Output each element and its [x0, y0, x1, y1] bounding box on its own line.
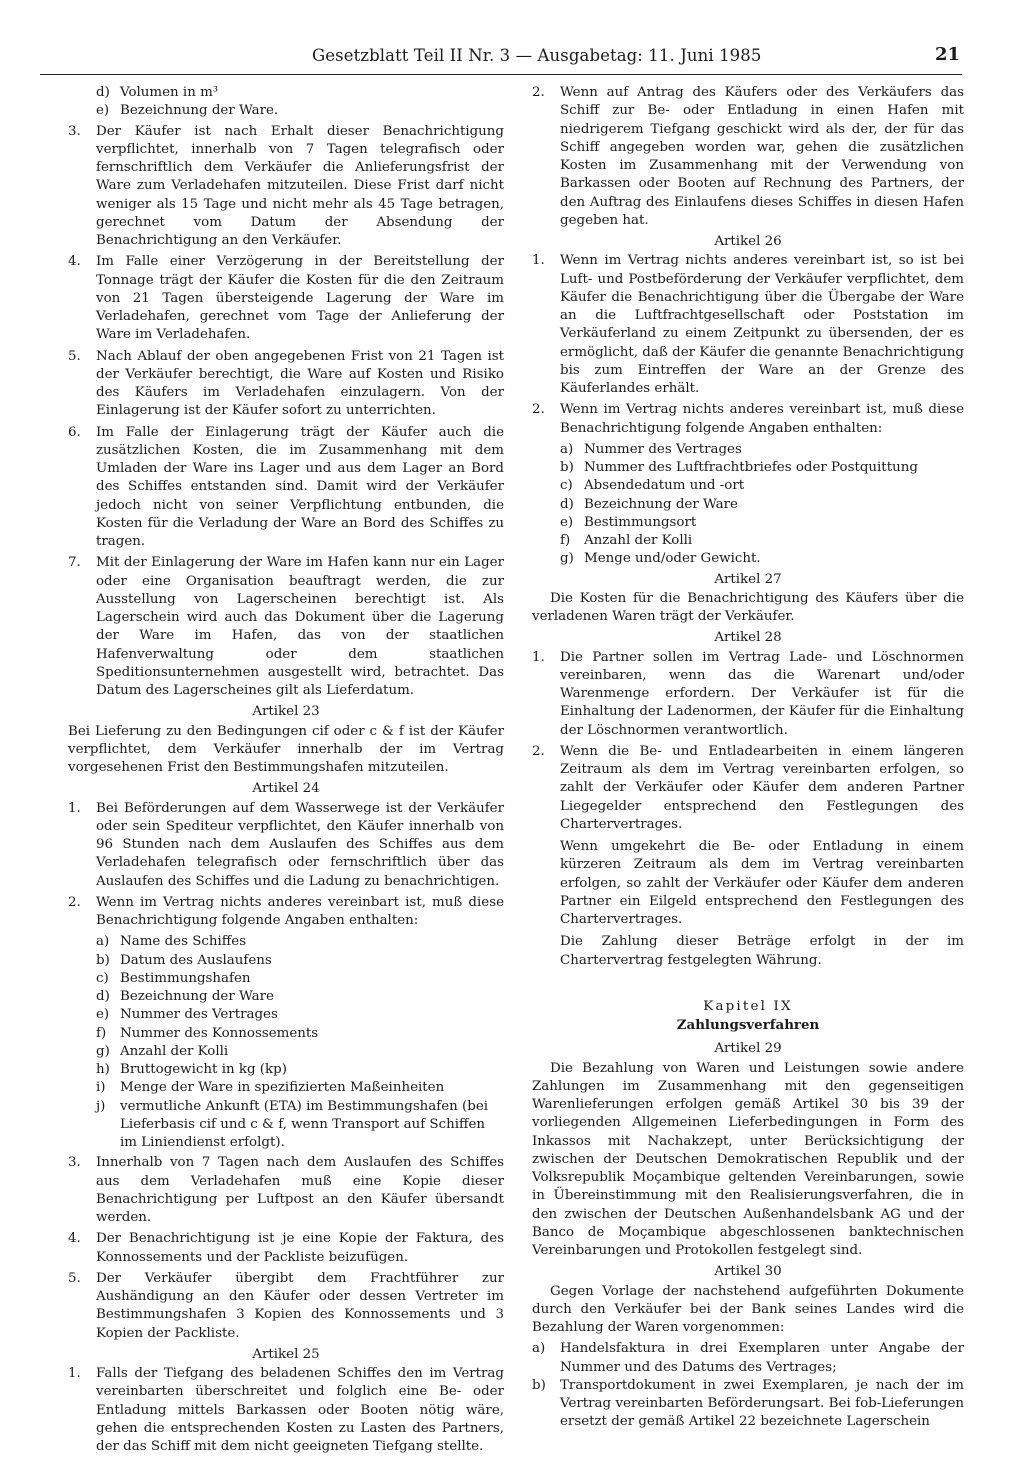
paragraph-number: 6. [68, 424, 81, 440]
list-item-text: Nummer des Vertrages [120, 1007, 278, 1023]
list-item-text: Bezeichnung der Ware. [120, 103, 279, 119]
list-item [96, 1025, 504, 1043]
paragraph-number: 3. [68, 1155, 81, 1171]
list-item-text: Nummer des Vertrages [584, 441, 742, 457]
art26-paragraph-2 [532, 401, 964, 438]
list-item-label: g) [560, 551, 574, 567]
list-item-label: h) [96, 1062, 110, 1077]
list-item [96, 1098, 504, 1153]
left-column [68, 84, 504, 1459]
list-item-text: Bezeichnung der Ware [120, 989, 274, 1004]
list-item-text: Bruttogewicht in kg (kp) [120, 1062, 287, 1077]
list-item [96, 970, 504, 988]
paragraph-text: Wenn im Vertrag nichts anderes vereinbart ist, muß diese Benachrichtigung folgende Angaben enthalten: [560, 402, 964, 436]
art24-paragraph-1 [68, 800, 504, 891]
list-item-label: a) [532, 1341, 546, 1357]
list-item-text: Anzahl der Kolli [120, 1043, 229, 1059]
art26-paragraph-1 [532, 252, 964, 398]
article-25-heading: Artikel 25 [252, 1346, 320, 1362]
page-header [40, 44, 962, 75]
list-item-label: d) [96, 85, 110, 100]
art22-paragraph-6 [68, 424, 504, 552]
paragraph-text: Wenn im Vertrag nichts anderes vereinbart ist, so ist bei Luft- und Postbeförderung der Verkäufer verpflichtet, dem Käufer die Benachrichtigung über die Übergabe der Ware an die Luftfrachtgesellschaft oder Poststation im Verkäuferland zu einem Zeitpunkt zu übersenden, der es ermöglicht, daß der Käufer die genannte Benachrichtigung bis zum Eintreffen der Ware an der Grenze des Käuferlandes erhält. [560, 253, 964, 396]
list-item-text: Datum des Auslaufens [120, 952, 272, 968]
header-title: Gesetzblatt Teil II Nr. 3 — Ausgabetag: 11. Juni 1985 [312, 46, 762, 65]
paragraph-text: Wenn die Be- und Entladearbeiten in einem längeren Zeitraum als dem im Vertrag vereinbarten erfolgen, so zahlt der Verkäufer oder Käufer dem anderen Partner Liegegelder entsprechend den Festlegungen des Chartervertrages. [560, 743, 964, 832]
art30-list [532, 1340, 964, 1431]
list-item-label: a) [560, 441, 574, 457]
list-item-label: d) [96, 989, 110, 1004]
paragraph-text: Der Benachrichtigung ist je eine Kopie der Faktura, des Konnossements und der Packliste beizufügen. [96, 1231, 504, 1265]
list-item [532, 1340, 964, 1377]
paragraph-text: Die Partner sollen im Vertrag Lade- und Löschnormen vereinbaren, wenn das die Warenart und/oder Warenmenge erfordern. Der Verkäufer ist für die Einhaltung der Ladenormen, der Käufer für die Einhaltung der Löschnormen verantwortlich. [560, 649, 964, 738]
paragraph-number: 1. [532, 253, 545, 269]
list-item-text: Absendedatum und -ort [584, 478, 745, 494]
chapter-heading: Kapitel IX [703, 998, 793, 1014]
list-item-label: d) [560, 496, 574, 512]
paragraph-number: 3. [68, 123, 81, 139]
art22-paragraph-5 [68, 348, 504, 421]
list-item [560, 532, 964, 550]
art22-list-d-e [96, 84, 504, 121]
art24-paragraph-3 [68, 1154, 504, 1227]
list-item-label: i) [96, 1080, 106, 1096]
list-item-text: Transportdokument in zwei Exemplaren, je nach der im Vertrag vereinbarten Beförderungsart. Bei fob-Lieferungen ersetzt der gemäß Artikel 22 bezeichnete Lagerschein [560, 1377, 964, 1430]
paragraph-number: 1. [68, 1366, 81, 1381]
list-item-text: Nummer des Konnossements [120, 1025, 319, 1041]
list-item [560, 550, 964, 568]
list-item [96, 102, 504, 120]
list-item-text: vermutliche Ankunft (ETA) im Bestimmungshafen (bei Lieferbasis cif und c & f, wenn Transport auf Schiffen im Liniendienst erfolgt). [120, 1098, 489, 1150]
list-item [96, 1061, 504, 1079]
list-item-label: e) [560, 514, 574, 530]
list-item-text: Bestimmungshafen [120, 970, 251, 986]
list-item [96, 1006, 504, 1024]
article-23-heading: Artikel 23 [252, 704, 320, 720]
list-item-text: Menge und/oder Gewicht. [584, 551, 761, 567]
art26-list [560, 441, 964, 569]
list-item-text: Bestimmungsort [584, 514, 697, 530]
list-item-label: e) [96, 1007, 110, 1023]
list-item [96, 952, 504, 970]
paragraph-text: Innerhalb von 7 Tagen nach dem Auslaufen des Schiffes aus dem Verladehafen muß eine Kopie dieser Benachrichtigung per Luftpost an den Käufer übersandt werden. [96, 1155, 504, 1225]
article-30-heading: Artikel 30 [714, 1264, 782, 1280]
article-28-heading: Artikel 28 [714, 630, 782, 646]
art24-paragraph-5 [68, 1270, 504, 1343]
art24-paragraph-4 [68, 1230, 504, 1267]
art24-paragraph-2 [68, 894, 504, 931]
list-item [560, 477, 964, 495]
article-30-text: Gegen Vorlage der nachstehend aufgeführten Dokumente durch den Verkäufer bei der Bank seines Landes wird die Bezahlung der Waren vorgenommen: [532, 1283, 964, 1335]
art22-paragraph-7 [68, 554, 504, 700]
paragraph-text: Im Falle einer Verzögerung in der Bereitstellung der Tonnage trägt der Käufer die Kosten für die den Zeitraum von 21 Tagen übersteigende Lagerung der Ware im Verladehafen, gerechnet vom Tage der Anlieferung der Ware im Verladehafen. [96, 254, 504, 343]
paragraph-text: Im Falle der Einlagerung trägt der Käufer auch die zusätzlichen Kosten, die im Zusammenhang mit dem Umladen der Ware ins Lager und aus dem Lager an Bord des Schiffes entstanden sind. Damit wird der Verkäufer jedoch nicht von seiner Verpflichtung entbunden, die Kosten für die Verladung der Ware an Bord des Schiffes zu tragen. [96, 424, 504, 549]
list-item-label: b) [532, 1377, 546, 1393]
article-29-text: Die Bezahlung von Waren und Leistungen sowie andere Zahlungen im Zusammenhang mit den gegenseitigen Warenlieferungen erfolgen gemäß Artikel 30 bis 39 der vorliegenden Allgemeinen Lieferbedingungen in Form des Inkassos mit Nachakzept, unter Berücksichtigung der zwischen der Deutschen Demokratischen Republik und der Volksrepublik Moçambique geltenden Vereinbarungen, sowie in Übereinstimmung mit den Realisierungsverfahren, die in den zwischen der Deutschen Außenhandelsbank AG und der Banco de Moçambique abgeschlossenen banktechnischen Vereinbarungen und Protokollen festgelegt sind. [532, 1060, 964, 1258]
list-item-text: Bezeichnung der Ware [584, 496, 738, 512]
article-26-heading: Artikel 26 [714, 234, 782, 249]
paragraph-text: Wenn im Vertrag nichts anderes vereinbart ist, muß diese Benachrichtigung folgende Angaben enthalten: [96, 894, 504, 928]
paragraph-number: 5. [68, 348, 81, 364]
paragraph-number: 2. [68, 894, 81, 910]
list-item-label: j) [96, 1098, 106, 1114]
art28-paragraph-2 [532, 743, 964, 834]
list-item-label: a) [96, 934, 110, 950]
list-item [96, 1079, 504, 1097]
art28-paragraph-2-payment: Die Zahlung dieser Beträge erfolgt in der im Chartervertrag festgelegten Währung. [560, 934, 964, 968]
chapter-subtitle: Zahlungsverfahren [676, 1017, 820, 1033]
list-item [532, 1377, 964, 1432]
paragraph-number: 5. [68, 1270, 81, 1286]
list-item-text: Menge der Ware in spezifizierten Maßeinheiten [120, 1080, 445, 1096]
paragraph-number: 2. [532, 402, 545, 418]
paragraph-number: 1. [532, 649, 545, 665]
list-item [560, 496, 964, 514]
paragraph-text: Mit der Einlagerung der Ware im Hafen kann nur ein Lager oder eine Organisation beauftragt werden, die zur Ausstellung von Lagerscheinen berechtigt ist. Als Lagerschein wird auch das Dokument über die Lagerung der Ware im Hafen, das von der staatlichen Hafenverwaltung oder dem staatlichen Speditionsunternehmen ausgestellt wird, betrachtet. Das Datum des Lagerscheines gilt als Lieferdatum. [96, 555, 504, 698]
art22-paragraph-3 [68, 123, 504, 251]
list-item [96, 988, 504, 1006]
list-item-text: Nummer des Luftfrachtbriefes oder Postquittung [584, 460, 918, 475]
page-number: 21 [934, 44, 960, 65]
paragraph-number: 7. [68, 555, 81, 571]
list-item-label: e) [96, 103, 110, 119]
paragraph-number: 4. [68, 254, 81, 270]
article-24-heading: Artikel 24 [252, 781, 320, 797]
list-item-label: b) [96, 952, 110, 968]
right-column [532, 84, 964, 1432]
list-item [560, 441, 964, 459]
list-item [96, 84, 504, 102]
article-27-heading: Artikel 27 [714, 571, 782, 587]
article-29-heading: Artikel 29 [714, 1041, 782, 1057]
list-item-label: g) [96, 1043, 110, 1059]
list-item [96, 933, 504, 951]
list-item-label: c) [96, 970, 109, 986]
list-item-label: f) [560, 533, 571, 548]
list-item-text: Anzahl der Kolli [584, 533, 693, 548]
list-item-text: Volumen in m³ [120, 85, 219, 100]
art24-list [96, 933, 504, 1152]
art28-paragraph-1 [532, 649, 964, 740]
paragraph-number: 2. [532, 743, 545, 759]
paragraph-number: 2. [532, 85, 545, 100]
list-item-label: b) [560, 460, 574, 475]
list-item [560, 459, 964, 477]
paragraph-number: 4. [68, 1231, 81, 1247]
list-item-text: Name des Schiffes [120, 934, 247, 950]
article-23-text: Bei Lieferung zu den Bedingungen cif oder c & f ist der Käufer verpflichtet, dem Verkäufer innerhalb der im Vertrag vorgesehenen Frist den Bestimmungshafen mitzuteilen. [68, 723, 504, 775]
list-item-text: Handelsfaktura in drei Exemplaren unter Angabe der Nummer und des Datums des Vertrages; [560, 1341, 964, 1375]
paragraph-text: Der Käufer ist nach Erhalt dieser Benachrichtigung verpflichtet, innerhalb von 7 Tagen telegrafisch oder fernschriftlich dem Verkäufer die Anlieferungsfrist der Ware zum Verladehafen mitzuteilen. Diese Frist darf nicht weniger als 15 Tage und nicht mehr als 45 Tage betragen, gerechnet vom Datum der Absendung der Benachrichtigung an den Verkäufer. [96, 123, 504, 248]
article-27-text: Die Kosten für die Benachrichtigung des Käufers über die verladenen Waren trägt der Verkäufer. [532, 590, 964, 624]
list-item-label: f) [96, 1025, 107, 1041]
paragraph-text: Wenn auf Antrag des Käufers oder des Verkäufers das Schiff zur Be- oder Entladung in einen Hafen mit niedrigerem Tiefgang geschickt wird als der, der für das Schiff angegeben worden war, gehen die zusätzlichen Kosten im Zusammenhang mit der Verwendung von Barkassen oder Booten auf Rechnung des Partners, der den Auftrag des Einlaufens dieses Schiffes in diesen Hafen gegeben hat. [560, 85, 964, 228]
list-item-label: c) [560, 478, 573, 494]
paragraph-text: Falls der Tiefgang des beladenen Schiffes den im Vertrag vereinbarten überschreitet und folglich eine Be- oder Entladung mittels Barkassen oder Booten nötig wäre, gehen die entsprechenden Kosten zu Lasten des Partners, der das Schiff mit dem nicht geeigneten Tiefgang stellte. [96, 1366, 504, 1454]
art28-paragraph-2-continuation: Wenn umgekehrt die Be- oder Entladung in einem kürzeren Zeitraum als dem im Vertrag vereinbarten erfolgen, so zahlt der Verkäufer oder Käufer dem anderen Partner ein Eilgeld entsprechend den Festlegungen des Chartervertrages. [560, 839, 964, 927]
paragraph-text: Der Verkäufer übergibt dem Frachtführer zur Aushändigung an den Käufer oder dessen Vertreter im Bestimmungshafen 3 Kopien des Konnossements und 3 Kopien der Packliste. [96, 1270, 504, 1341]
art22-paragraph-4 [68, 253, 504, 344]
list-item [560, 514, 964, 532]
art25-paragraph-2 [532, 84, 964, 230]
paragraph-number: 1. [68, 800, 81, 816]
paragraph-text: Bei Beförderungen auf dem Wasserwege ist der Verkäufer oder sein Spediteur verpflichtet, den Käufer innerhalb von 96 Stunden nach dem Auslaufen des Schiffes aus dem Verladehafen telegrafisch oder fernschriftlich über das Auslaufen des Schiffes und die Ladung zu benachrichtigen. [96, 800, 504, 889]
art25-paragraph-1 [68, 1365, 504, 1456]
list-item [96, 1043, 504, 1061]
paragraph-text: Nach Ablauf der oben angegebenen Frist von 21 Tagen ist der Verkäufer berechtigt, die Ware auf Kosten und Risiko des Käufers im Verladehafen einzulagern. Von der Einlagerung ist der Käufer sofort zu unterrichten. [96, 348, 504, 419]
